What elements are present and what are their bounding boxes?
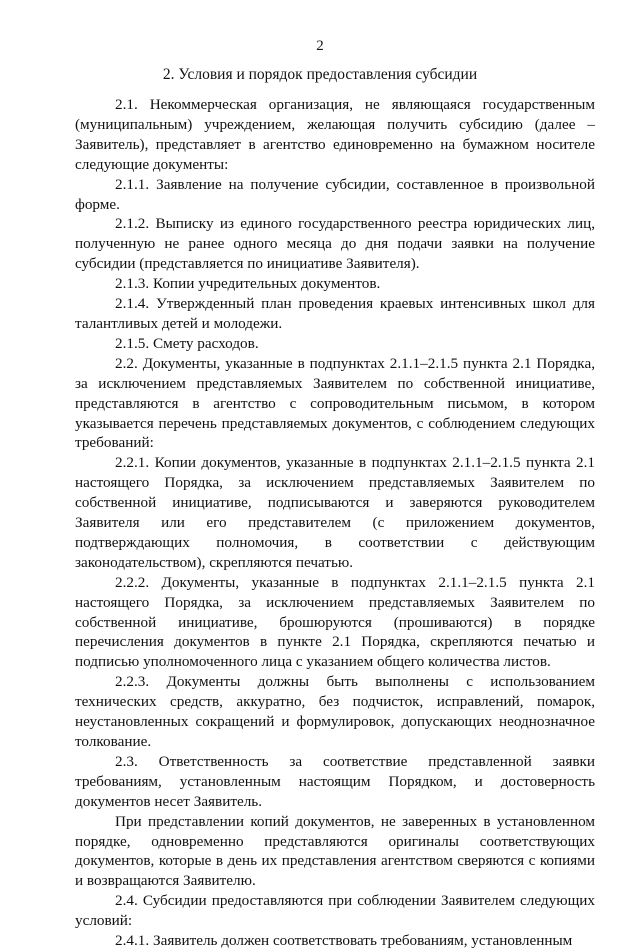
page-number: 2	[316, 38, 324, 54]
paragraph-2-1-4: 2.1.4. Утвержденный план проведения краевых интенсивных школ для талантливых детей и молодежи.	[75, 295, 595, 332]
paragraph-2-2-3: 2.2.3. Документы должны быть выполнены с использованием технических средств, аккуратно, без подчисток, исправлений, помарок, неустановленных сокращений и формулировок, допускающих неоднозначное толкование.	[75, 673, 595, 750]
paragraph-2-3: 2.3. Ответственность за соответствие представленной заявки требованиям, установленным настоящим Порядком, и достоверность документов несет Заявитель.	[75, 752, 595, 810]
paragraph-2-1-2: 2.1.2. Выписку из единого государственного реестра юридических лиц, полученную не ранее одного месяца до дня подачи заявки на получение субсидии (представляется по инициативе Заявителя).	[75, 215, 595, 273]
body-text	[75, 95, 595, 951]
paragraph-2-2-2: 2.2.2. Документы, указанные в подпунктах 2.1.1–2.1.5 пункта 2.1 настоящего Порядка, за исключением представляемых Заявителем по собственной инициативе, брошюруются (прошиваются) в порядке перечисления документов в пункте 2.1 Порядка, скрепляются печатью и подписью уполномоченного лица с указанием общего количества листов.	[75, 573, 595, 671]
paragraph-2-2: 2.2. Документы, указанные в подпунктах 2.1.1–2.1.5 пункта 2.1 Порядка, за исключением представляемых Заявителем по собственной инициативе, представляются в агентство с сопроводительным письмом, в котором указывается перечень представляемых документов, с соблюдением следующих требований:	[75, 354, 595, 452]
paragraph-2-1-3: 2.1.3. Копии учредительных документов.	[115, 275, 381, 293]
paragraph-2-4: 2.4. Субсидии предоставляются при соблюдении Заявителем следующих условий:	[75, 892, 595, 930]
section-title: 2. Условия и порядок предоставления субсидии	[162, 66, 478, 83]
paragraph-2-2-1: 2.2.1. Копии документов, указанные в подпунктах 2.1.1–2.1.5 пункта 2.1 настоящего Порядка, за исключением представляемых Заявителем по собственной инициативе, подписываются и заверяются руководителем Заявителя или его представителем (с приложением документов, подтверждающих полномочия, в соответствии с действующим законодательством), скрепляются печатью.	[75, 454, 595, 571]
paragraph-2-1-1: 2.1.1. Заявление на получение субсидии, составленное в произвольной форме.	[75, 175, 595, 213]
paragraph-2-1-5: 2.1.5. Смету расходов.	[115, 334, 259, 352]
paragraph-2-4-1: 2.4.1. Заявитель должен соответствовать требованиям, установленным	[115, 932, 573, 950]
paragraph-copies-note: При представлении копий документов, не заверенных в установленном порядке, одновременно представляются оригиналы соответствующих документов, которые в день их представления агентством сверяются с копиями и возвращаются Заявителю.	[75, 812, 595, 890]
paragraph-2-1: 2.1. Некоммерческая организация, не являющаяся государственным (муниципальным) учреждением, желающая получить субсидию (далее – Заявитель), представляет в агентство единовременно на бумажном носителе следующие документы:	[75, 96, 595, 173]
